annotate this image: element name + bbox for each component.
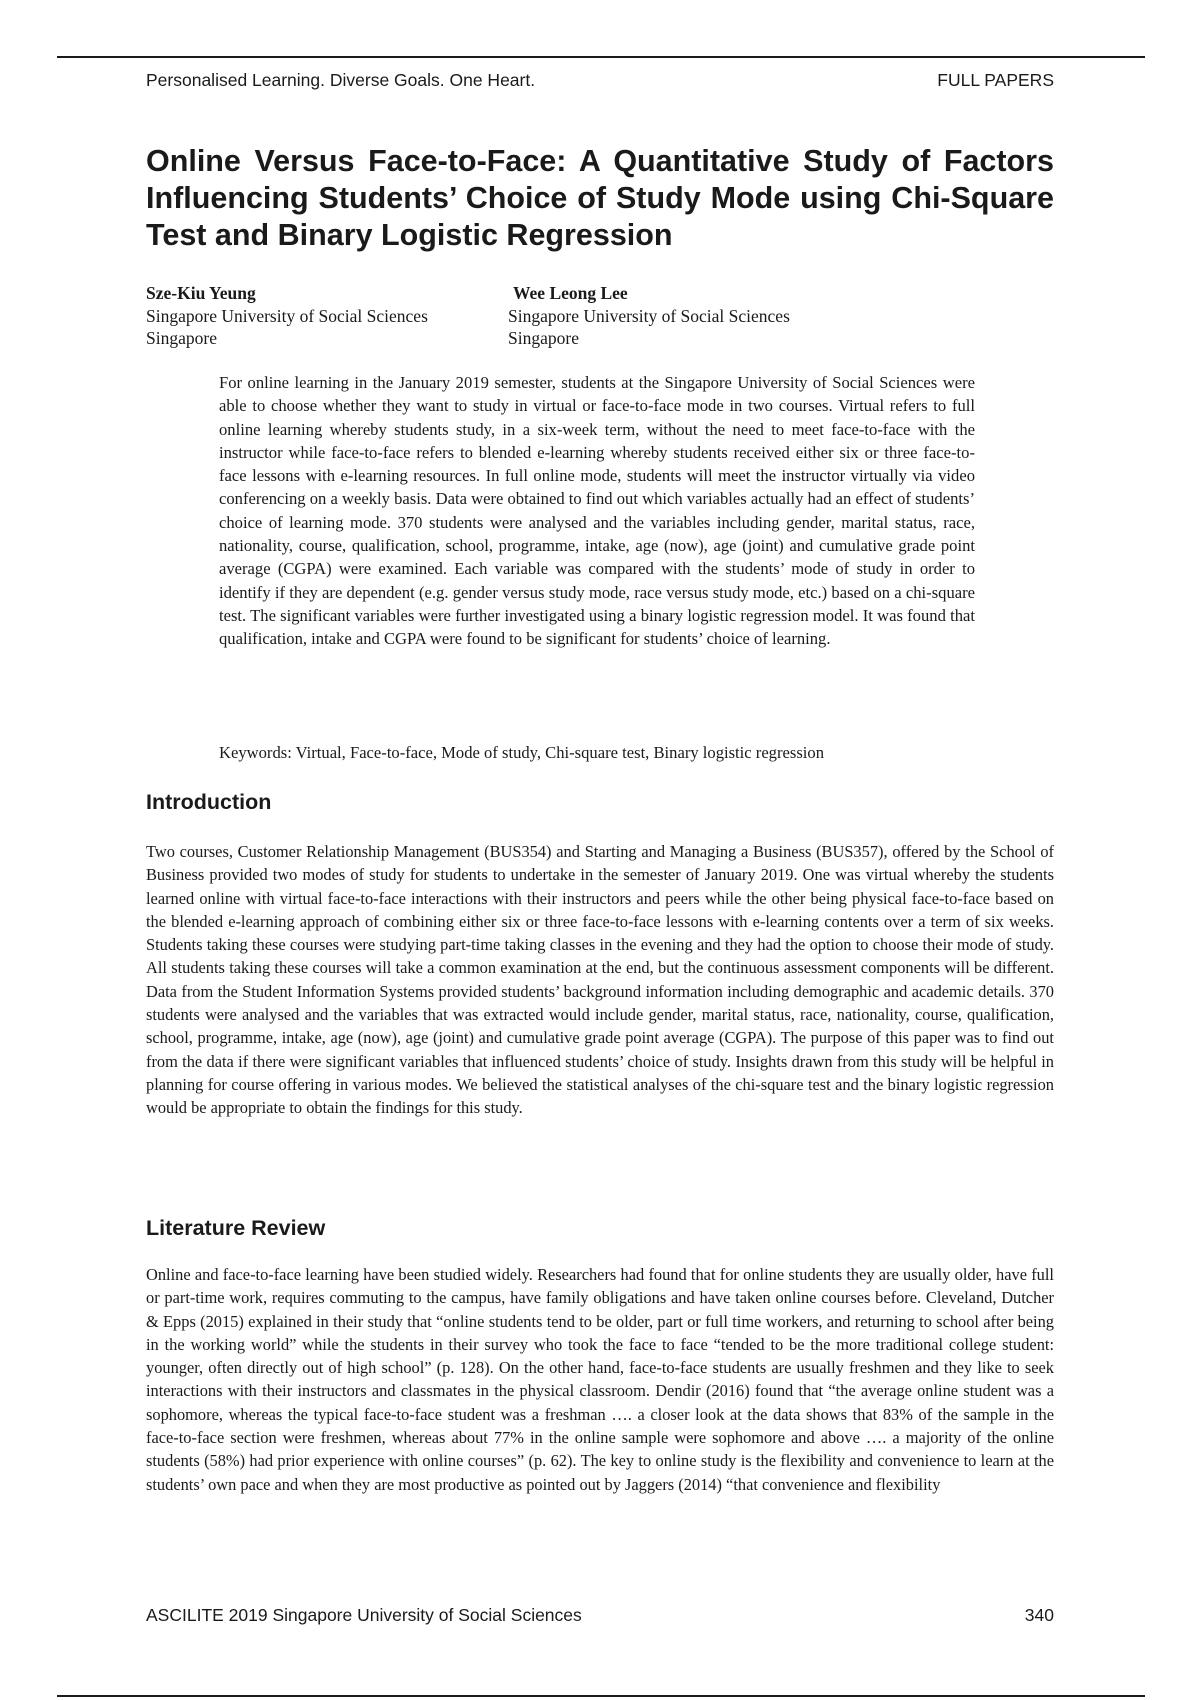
footer-conference: ASCILITE 2019 Singapore University of Social Sciences xyxy=(146,1605,582,1625)
author-2-name: Wee Leong Lee xyxy=(513,283,628,303)
author-1-affiliation: Singapore University of Social Sciences xyxy=(146,305,428,326)
author-1-location: Singapore xyxy=(146,328,217,348)
author-2-location: Singapore xyxy=(508,328,579,348)
running-header-left: Personalised Learning. Diverse Goals. One Heart. xyxy=(146,70,536,90)
running-header xyxy=(146,70,1054,91)
page-footer xyxy=(146,1605,1054,1626)
running-header-right: FULL PAPERS xyxy=(937,70,1054,90)
introduction-paragraph: Two courses, Customer Relationship Management (BUS354) and Starting and Managing a Business (BUS357), offered by the School of Business provided two modes of study for students to undertake in the semester of January 2019. One was virtual whereby the students learned online with virtual face-to-face interactions with their instructors and peers while the other being physical face-to-face based on the blended e-learning approach of combining either six or three face-to-face lessons with e-learning contents over a term of six weeks. Students taking these courses were studying part-time taking classes in the evening and they had the option to choose their mode of study. All students taking these courses will take a common examination at the end, but the continuous assessment components will be different. Data from the Student Information Systems provided students’ background information including demographic and academic details. 370 students were analysed and the variables that was extracted would include gender, marital status, race, nationality, course, qualification, school, programme, intake, age (now), age (joint) and cumulative grade point average (CGPA). The purpose of this paper was to find out from the data if there were significant variables that influenced students’ choice of study. Insights drawn from this study will be helpful in planning for course offering in various modes. We believed the statistical analyses of the chi-square test and the binary logistic regression would be appropriate to obtain the findings for this study. xyxy=(146,842,1054,1118)
top-rule xyxy=(57,56,1145,58)
author-2 xyxy=(508,282,790,350)
bottom-rule xyxy=(57,1695,1145,1697)
literature-review-heading: Literature Review xyxy=(146,1216,326,1240)
paper-title: Online Versus Face-to-Face: A Quantitative Study of Factors Influencing Students’ Choice of Study Mode using Chi-Square Test and Binary Logistic Regression xyxy=(146,144,1054,252)
keywords: Keywords: Virtual, Face-to-face, Mode of study, Chi-square test, Binary logistic regression xyxy=(219,743,824,762)
author-2-affiliation: Singapore University of Social Sciences xyxy=(508,305,790,326)
literature-review-paragraph: Online and face-to-face learning have been studied widely. Researchers had found that for online students they are usually older, have full or part-time work, requires commuting to the campus, have family obligations and have taken online courses before. Cleveland, Dutcher & Epps (2015) explained in their study that “online students tend to be older, part or full time workers, and returning to school after being in the working world” while the students in their survey who took the face to face “tended to be the more traditional college student: younger, often directly out of high school” (p. 128). On the other hand, face-to-face students are usually freshmen and they like to seek interactions with their instructors and classmates in the physical classroom. Dendir (2016) found that “the average online student was a sophomore, whereas the typical face-to-face student was a freshman …. a closer look at the data shows that 83% of the sample in the face-to-face section were freshmen, whereas about 77% in the online sample were sophomore and above …. a majority of the online students (58%) had prior experience with online courses” (p. 62). The key to online study is the flexibility and convenience to learn at the students’ own pace and when they are most productive as pointed out by Jaggers (2014) “that convenience and flexibility xyxy=(146,1265,1054,1494)
author-1 xyxy=(146,282,428,350)
introduction-heading: Introduction xyxy=(146,790,272,814)
abstract: For online learning in the January 2019 semester, students at the Singapore University of Social Sciences were able to choose whether they want to study in virtual or face-to-face mode in two courses. Virtual refers to full online learning whereby students study, in a six-week term, without the need to meet face-to-face with the instructor while face-to-face refers to blended e-learning whereby students received either six or three face-to-face lessons with e-learning resources. In full online mode, students will meet the instructor virtually via video conferencing on a weekly basis. Data were obtained to find out which variables actually had an effect of students’ choice of learning mode. 370 students were analysed and the variables including gender, marital status, race, nationality, course, qualification, school, programme, intake, age (now), age (joint) and cumulative grade point average (CGPA) were examined. Each variable was compared with the students’ mode of study in order to identify if they are dependent (e.g. gender versus study mode, race versus study mode, etc.) based on a chi-square test. The significant variables were further investigated using a binary logistic regression model. It was found that qualification, intake and CGPA were found to be significant for students’ choice of learning. xyxy=(219,373,975,649)
author-1-name: Sze-Kiu Yeung xyxy=(146,283,256,303)
page-number: 340 xyxy=(1024,1605,1054,1625)
